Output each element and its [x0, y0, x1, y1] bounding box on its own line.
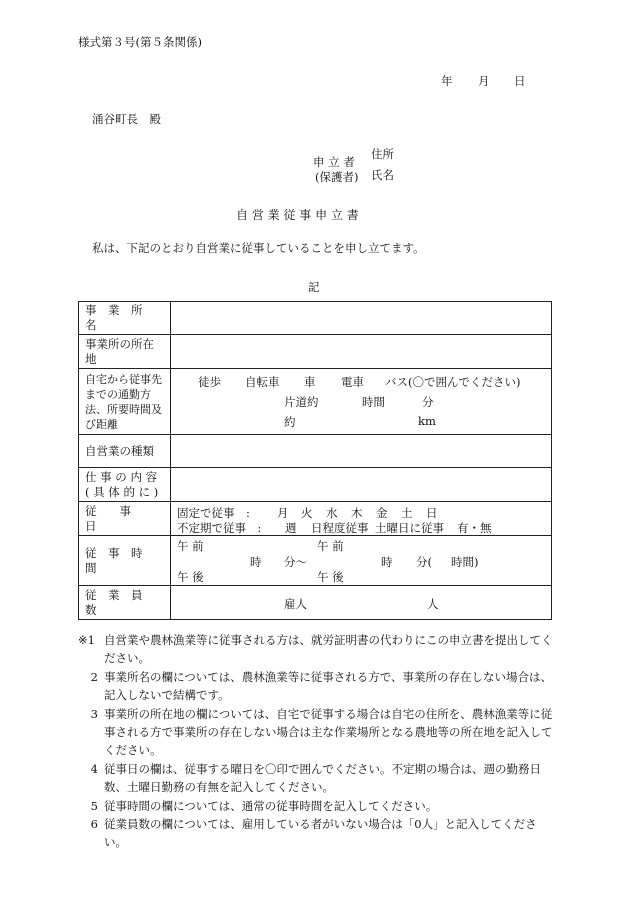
- date-month: 月: [478, 74, 490, 88]
- addressee: 涌谷町長 殿: [92, 112, 161, 126]
- start-am[interactable]: 午 前: [177, 538, 204, 553]
- note-2: [78, 668, 556, 705]
- saturday-yes-no[interactable]: 有・無: [457, 520, 492, 535]
- note-2-text: 事業所名の欄については、農林漁業等に従事される方で、事業所の存在しない場合は、記入しないで結構です。: [104, 669, 553, 703]
- work-hours-label: 従 事 時 間: [79, 536, 171, 586]
- note-5: [78, 797, 556, 815]
- work-content-field[interactable]: [171, 468, 552, 502]
- date-year: 年: [441, 74, 453, 88]
- work-days-field[interactable]: [171, 502, 552, 536]
- note-6: [78, 815, 556, 852]
- weekday-mon[interactable]: 月: [277, 505, 289, 520]
- note-3-number: 3: [90, 706, 98, 721]
- commute-bus[interactable]: バス(〇で囲んでください): [385, 374, 521, 389]
- row-work-content: [79, 468, 552, 502]
- note-1-text: 自営業や農林漁業等に従事される方は、就労証明書の代わりにこの申立書を提出してください。: [104, 633, 553, 666]
- end-pm[interactable]: 午 後: [317, 569, 344, 584]
- weekday-thu[interactable]: 木: [351, 505, 363, 520]
- hours-unit: 時間: [362, 394, 385, 409]
- work-content-label-line2: ( 具 体 的 に ): [85, 484, 159, 499]
- weekday-fri[interactable]: 金: [376, 505, 388, 520]
- form-number: 様式第３号(第５条関係): [78, 35, 202, 49]
- km-unit: km: [418, 413, 436, 428]
- row-work-hours: [79, 536, 552, 586]
- employees-field[interactable]: [171, 586, 552, 620]
- row-office-name: [79, 302, 552, 335]
- note-4-number: 4: [90, 761, 98, 776]
- office-name-field[interactable]: [171, 302, 552, 335]
- commute-train[interactable]: 電車: [341, 374, 364, 389]
- office-location-field[interactable]: [171, 335, 552, 369]
- note-6-text: 従業員数の欄については、雇用している者がいない場合は「0人」と記入してください。: [104, 817, 537, 850]
- note-6-number: 6: [90, 817, 98, 832]
- end-am[interactable]: 午 前: [317, 538, 344, 553]
- note-5-text: 従事時間の欄については、通常の従事時間を記入してください。: [104, 798, 438, 813]
- people-unit: 人: [427, 596, 439, 611]
- end-hour-unit: 時: [381, 554, 393, 569]
- end-minute-paren: 分(: [416, 554, 432, 569]
- employees-label: 従 業 員 数: [79, 586, 171, 620]
- note-1-number: ※1: [78, 633, 95, 647]
- guardian-label: (保護者): [315, 170, 359, 184]
- work-days-label: 従 事 日: [79, 502, 171, 536]
- minutes-unit: 分: [422, 394, 434, 409]
- note-4-text: 従事日の欄は、従事する曜日を〇印で囲んでください。不定期の場合は、週の勤務日数、土曜日勤務の有無を記入してください。: [104, 761, 541, 795]
- row-employees: [79, 586, 552, 620]
- employed-label: 雇人: [284, 596, 307, 611]
- commute-label: 自宅から従事先までの通勤方法、所要時間及び距離: [79, 369, 171, 435]
- note-5-number: 5: [90, 798, 98, 813]
- row-office-location: [79, 335, 552, 369]
- work-content-label-line1: 仕 事 の 内 容: [85, 469, 158, 484]
- work-hours-field[interactable]: [171, 536, 552, 586]
- commute-bicycle[interactable]: 自転車: [245, 374, 280, 389]
- irregular-days: 日程度従事: [311, 520, 369, 535]
- start-pm[interactable]: 午 後: [177, 569, 204, 584]
- note-3: [78, 705, 556, 760]
- weekday-sat[interactable]: 土: [401, 505, 413, 520]
- start-hour-unit: 時: [250, 554, 262, 569]
- commute-field[interactable]: [171, 369, 552, 435]
- approx-label: 約: [284, 414, 296, 429]
- weekday-sun[interactable]: 日: [426, 505, 438, 520]
- weekday-wed[interactable]: 水: [326, 505, 338, 520]
- document-title: 自 営 業 従 事 申 立 書: [236, 208, 359, 222]
- irregular-prefix: 不定期で従事 :: [177, 520, 262, 535]
- note-3-text: 事業所の所在地の欄については、自宅で従事する場合は自宅の住所を、農林漁業等に従事される方で事業所の存在しない場合は主な作業場所となる農地等の所在地を記入してください。: [104, 706, 553, 758]
- date-day: 日: [514, 74, 526, 88]
- name-label: 氏名: [371, 168, 394, 182]
- total-hours-close: 時間): [451, 554, 479, 569]
- ki-label: 記: [308, 280, 320, 294]
- business-type-field[interactable]: [171, 435, 552, 468]
- irregular-week: 週: [285, 520, 297, 535]
- application-table: [78, 301, 552, 620]
- business-type-label: 自営業の種類: [79, 435, 171, 468]
- weekday-tue[interactable]: 火: [301, 505, 313, 520]
- work-content-label: [79, 468, 171, 502]
- address-label: 住所: [371, 147, 394, 161]
- row-commute: [79, 369, 552, 435]
- row-business-type: [79, 435, 552, 468]
- fixed-days-prefix: 固定で従事 :: [177, 505, 250, 520]
- note-1: [78, 631, 556, 668]
- one-way-label: 片道約: [284, 394, 319, 409]
- saturday-label: 土曜日に従事: [375, 520, 444, 535]
- applicant-label: 申 立 者: [313, 155, 355, 169]
- intro-text: 私は、下記のとおり自営業に従事していることを申し立てます。: [92, 241, 425, 255]
- office-location-label: 事業所の所在地: [79, 335, 171, 369]
- start-minute-tilde: 分〜: [284, 554, 307, 569]
- note-2-number: 2: [90, 669, 98, 684]
- note-4: [78, 760, 556, 797]
- office-name-label: 事 業 所 名: [79, 302, 171, 335]
- commute-car[interactable]: 車: [304, 374, 316, 389]
- commute-walk[interactable]: 徒歩: [198, 374, 221, 389]
- row-work-days: [79, 502, 552, 536]
- notes-section: [78, 631, 556, 852]
